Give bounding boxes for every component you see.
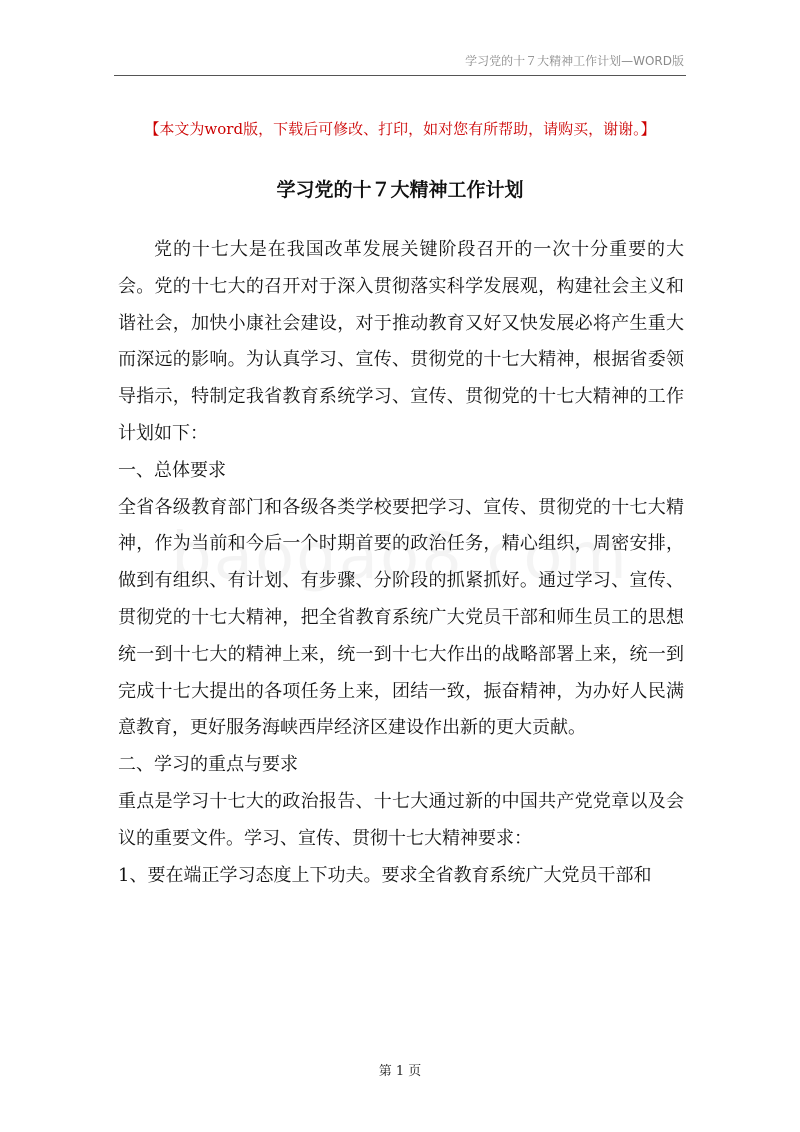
section-paragraph-1: 全省各级教育部门和各级各类学校要把学习、宣传、贯彻党的十七大精神，作为当前和今后一个时期首要的政治任务，精心组织，周密安排，做到有组织、有计划、有步骤、分阶段的抓紧抓好。通过学习、宣传、贯彻党的十七大精神，把全省教育系统广大党员干部和师生员工的思想统一到十七大的精神上来，统一到十七大作出的战略部署上来，统一到完成十七大提出的各项任务上来，团结一致，振奋精神，为办好人民满意教育，更好服务海峡西岸经济区建设作出新的更大贡献。 [118,496,684,739]
section-heading-2: 二、学习的重点与要求 [118,754,298,776]
section-paragraph-2: 重点是学习十七大的政治报告、十七大通过新的中国共产党党章以及会议的重要文件。学习、宣传、贯彻十七大精神要求： [118,790,684,849]
section-heading-1: 一、总体要求 [118,459,226,481]
page-number: 第 1 页 [378,1064,422,1079]
header-divider [114,75,686,76]
document-body [118,232,684,894]
download-notice: 【本文为word版，下载后可修改、打印，如对您有所帮助，请购买，谢谢。】 [144,120,656,138]
list-item-1: 1、要在端正学习态度上下功夫。要求全省教育系统广大党员干部和 [118,864,652,886]
intro-paragraph: 党的十七大是在我国改革发展关键阶段召开的一次十分重要的大会。党的十七大的召开对于深入贯彻落实科学发展观，构建社会主义和谐社会，加快小康社会建设，对于推动教育又好又快发展必将产生重大而深远的影响。为认真学习、宣传、贯彻党的十七大精神，根据省委领导指示，特制定我省教育系统学习、宣传、贯彻党的十七大精神的工作计划如下： [118,239,684,444]
document-title: 学习党的十７大精神工作计划 [276,179,524,201]
page-header: 学习党的十７大精神工作计划—WORD版 [465,54,684,68]
